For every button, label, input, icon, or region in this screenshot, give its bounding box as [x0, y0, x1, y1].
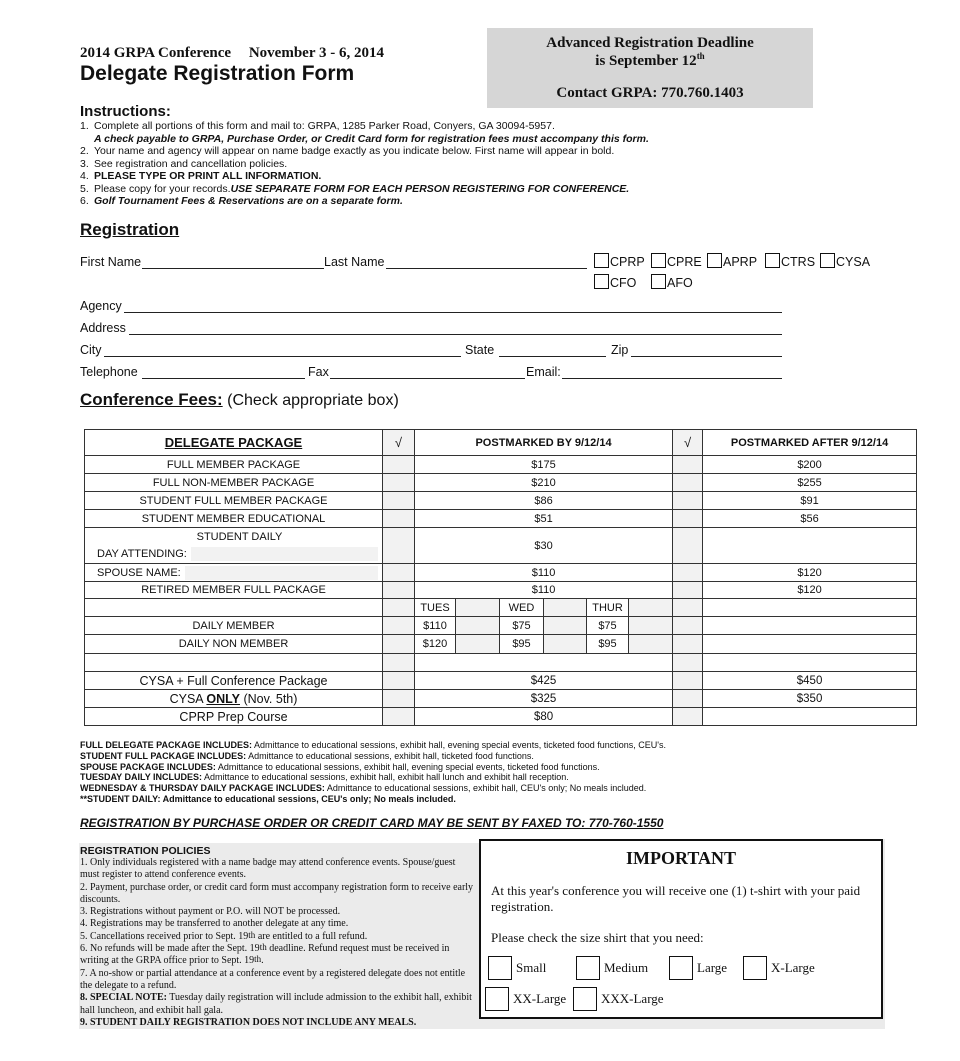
policy-item: 5. Cancellations received prior to Sept. 19th are entitled to a full refund.: [80, 929, 368, 942]
size-xxlarge-checkbox[interactable]: [485, 987, 509, 1011]
price-by: $86: [415, 492, 673, 510]
price-after: $255: [703, 474, 917, 492]
price-by: $175: [415, 456, 673, 474]
first-name-label: First Name: [80, 255, 142, 269]
check-box[interactable]: [456, 635, 500, 654]
size-xxxlarge-checkbox[interactable]: [573, 987, 597, 1011]
check-box[interactable]: [673, 672, 703, 690]
policy-item: 9. STUDENT DAILY REGISTRATION DOES NOT INCLUDE ANY MEALS.: [80, 1016, 417, 1028]
size-small-label: Small: [516, 960, 547, 975]
check-box[interactable]: [383, 510, 415, 528]
check-box[interactable]: [383, 528, 415, 564]
price-by: $110: [415, 582, 673, 599]
size-small-checkbox[interactable]: [488, 956, 512, 980]
include-line: TUESDAY DAILY INCLUDES: Admittance to educational sessions, exhibit hall, exhibit hall lunch and exhibit hall reception.: [80, 772, 569, 783]
instruction-item: 5. Please copy for your records. USE SEPARATE FORM FOR EACH PERSON REGISTERING FOR CONFERENCE.: [80, 182, 630, 195]
check-box[interactable]: [673, 456, 703, 474]
check-box[interactable]: [383, 492, 415, 510]
check-box[interactable]: [673, 510, 703, 528]
instructions-list: [80, 120, 649, 208]
zip-label: Zip: [611, 343, 629, 357]
fax-field[interactable]: [330, 378, 525, 379]
price-by: $51: [415, 510, 673, 528]
price-tues: $120: [415, 635, 456, 654]
include-line: **STUDENT DAILY: Admittance to educational sessions, CEU's only; No meals included.: [80, 793, 456, 804]
policy-item: 1. Only individuals registered with a name badge may attend conference events. Spouse/guest must register to attend conference events.: [80, 857, 456, 881]
fax-label: Fax: [308, 365, 329, 379]
package-name: DAILY NON MEMBER: [85, 635, 383, 654]
price-after: $450: [703, 672, 917, 690]
package-name: STUDENT FULL MEMBER PACKAGE: [85, 492, 383, 510]
registration-heading: Registration: [80, 220, 180, 239]
size-medium-label: Medium: [604, 960, 649, 975]
table-row: [85, 510, 917, 528]
check-box[interactable]: [383, 582, 415, 599]
day-attending-field[interactable]: [191, 547, 378, 561]
policy-item: 7. A no-show or partial attendance at a conference event by a registered delegate does not entitle the delegate to a refund.: [80, 967, 466, 991]
telephone-field[interactable]: [142, 378, 305, 379]
check-box[interactable]: [383, 456, 415, 474]
cysa-label: CYSA: [836, 255, 871, 269]
tshirt-instruction: Please check the size shirt that you need:: [491, 930, 704, 945]
table-row: [85, 617, 917, 635]
cfo-label: CFO: [610, 276, 637, 290]
email-field[interactable]: [562, 378, 782, 379]
table-row-spouse: [85, 564, 917, 582]
check-box[interactable]: [383, 474, 415, 492]
size-xxlarge-label: XX-Large: [513, 991, 567, 1006]
form-title: Delegate Registration Form: [80, 62, 355, 85]
price-after: $200: [703, 456, 917, 474]
policy-item: 3. Registrations without payment or P.O. will NOT be processed.: [80, 906, 341, 918]
table-row: [85, 635, 917, 654]
agency-label: Agency: [80, 299, 122, 313]
student-daily-cell: [85, 528, 383, 564]
check-box[interactable]: [673, 474, 703, 492]
state-label: State: [465, 343, 495, 357]
price-after: $91: [703, 492, 917, 510]
conference-name: 2014 GRPA Conference: [80, 45, 232, 61]
fees-heading: [80, 390, 399, 410]
tshirt-text: At this year's conference you will receive one (1) t-shirt with your paid registration.: [491, 883, 861, 914]
instructions-heading: Instructions:: [80, 103, 171, 120]
price-by: $325: [415, 690, 673, 708]
instruction-item: A check payable to GRPA, Purchase Order, or Credit Card form for registration fees must accompany this form.: [94, 132, 649, 145]
day-tues: TUES: [415, 599, 456, 617]
address-field[interactable]: [129, 334, 782, 335]
price-by: $80: [415, 708, 673, 726]
check-box[interactable]: [383, 564, 415, 582]
price-by: $30: [415, 528, 673, 564]
size-xxxlarge-label: XXX-Large: [601, 991, 664, 1006]
state-field[interactable]: [499, 356, 606, 357]
package-name: CPRP Prep Course: [85, 708, 383, 726]
policy-item: 6. No refunds will be made after the Sept. 19th deadline. Refund request must be received in writing at the GRPA office prior to Sept. 19th.: [80, 942, 450, 967]
spouse-cell: [85, 564, 383, 582]
cpre-label: CPRE: [667, 255, 702, 269]
last-name-label: Last Name: [324, 255, 385, 269]
check-box[interactable]: [544, 635, 587, 654]
table-row: [85, 672, 917, 690]
package-name: FULL NON-MEMBER PACKAGE: [85, 474, 383, 492]
check-box[interactable]: [673, 690, 703, 708]
package-name: CYSA + Full Conference Package: [85, 672, 383, 690]
afo-label: AFO: [667, 276, 693, 290]
day-attending-label: DAY ATTENDING:: [97, 547, 187, 560]
include-line: FULL DELEGATE PACKAGE INCLUDES: Admittance to educational sessions, exhibit hall, evening special events, ticketed food functions, CEU's.: [80, 740, 666, 750]
policies-list: [80, 857, 475, 1029]
instruction-item: 4. PLEASE TYPE OR PRINT ALL INFORMATION.: [80, 170, 322, 182]
col-check: √: [383, 430, 415, 456]
cfo-checkbox[interactable]: [594, 274, 609, 289]
col-check: √: [673, 430, 703, 456]
size-xlarge-label: X-Large: [771, 960, 815, 975]
price-tues: $110: [415, 617, 456, 635]
instruction-item: 1. Complete all portions of this form and mail to: GRPA, 1285 Parker Road, Conyers, GA 30094-5957.: [80, 120, 555, 132]
col-postmarked-after: POSTMARKED AFTER 9/12/14: [703, 430, 917, 456]
price-by: $425: [415, 672, 673, 690]
price-after: $120: [703, 564, 917, 582]
include-line: SPOUSE PACKAGE INCLUDES: Admittance to educational sessions, exhibit hall, evening special events, ticketed food functions.: [80, 761, 600, 772]
fees-note: (Check appropriate box): [227, 392, 399, 409]
day-wed: WED: [500, 599, 544, 617]
policies-heading: REGISTRATION POLICIES: [80, 845, 211, 857]
zip-field[interactable]: [631, 356, 782, 357]
city-label: City: [80, 343, 102, 357]
conference-title: [80, 45, 384, 62]
package-name: STUDENT MEMBER EDUCATIONAL: [85, 510, 383, 528]
check-box[interactable]: [456, 617, 500, 635]
check-box[interactable]: [629, 617, 673, 635]
size-xlarge-checkbox[interactable]: [743, 956, 767, 980]
include-line: WEDNESDAY & THURSDAY DAILY PACKAGE INCLUDES: Admittance to educational sessions, exhibit hall, CEU's only; No meals included.: [80, 783, 647, 794]
cpre-checkbox[interactable]: [651, 253, 666, 268]
afo-checkbox[interactable]: [651, 274, 666, 289]
city-field[interactable]: [104, 356, 461, 357]
col-package: DELEGATE PACKAGE: [85, 430, 383, 456]
table-row: [85, 474, 917, 492]
table-row: [85, 708, 917, 726]
include-line: STUDENT FULL PACKAGE INCLUDES: Admittance to educational sessions, exhibit hall, ticketed food functions.: [80, 750, 534, 761]
last-name-field[interactable]: [386, 268, 587, 269]
instruction-item: 6. Golf Tournament Fees & Reservations are on a separate form.: [80, 195, 403, 207]
email-label: Email:: [526, 365, 561, 379]
day-thur: THUR: [587, 599, 629, 617]
agency-field[interactable]: [124, 312, 782, 313]
telephone-label: Telephone: [80, 365, 138, 379]
ctrs-checkbox[interactable]: [765, 253, 780, 268]
policy-item: 2. Payment, purchase order, or credit card form must accompany registration form to receive early discounts.: [80, 881, 474, 905]
aprp-label: APRP: [723, 255, 758, 269]
table-row: [85, 582, 917, 599]
table-header: [85, 430, 917, 456]
package-name: CYSA ONLY (Nov. 5th): [85, 690, 383, 708]
price-thur: $95: [587, 635, 629, 654]
table-row: [85, 690, 917, 708]
fees-table: [84, 429, 917, 726]
deadline-line2: is September 12th: [595, 51, 705, 69]
check-box[interactable]: [673, 492, 703, 510]
spouse-name-field[interactable]: [185, 566, 378, 580]
size-large-checkbox[interactable]: [669, 956, 693, 980]
package-name: DAILY MEMBER: [85, 617, 383, 635]
check-box[interactable]: [383, 708, 415, 726]
price-thur: $75: [587, 617, 629, 635]
student-daily-label: STUDENT DAILY: [196, 530, 283, 543]
instruction-item: 2. Your name and agency will appear on name badge exactly as you indicate below. First name will appear in bold.: [80, 145, 615, 157]
contact-phone: Contact GRPA: 770.760.1403: [556, 85, 744, 101]
fees-title: Conference Fees:: [80, 390, 223, 409]
deadline-line1: Advanced Registration Deadline: [546, 35, 754, 51]
cysa-checkbox[interactable]: [820, 253, 835, 268]
price-after: $350: [703, 690, 917, 708]
package-includes: [80, 740, 666, 805]
check-box[interactable]: [383, 690, 415, 708]
table-row-student-daily: [85, 528, 917, 564]
price-wed: $75: [500, 617, 544, 635]
price-by: $210: [415, 474, 673, 492]
table-row-days: [85, 599, 917, 617]
check-box[interactable]: [383, 672, 415, 690]
first-name-field[interactable]: [142, 268, 324, 269]
check-box[interactable]: [673, 564, 703, 582]
price-after: $120: [703, 582, 917, 599]
check-box[interactable]: [629, 635, 673, 654]
address-label: Address: [80, 321, 126, 335]
package-name: RETIRED MEMBER FULL PACKAGE: [85, 582, 383, 599]
size-medium-checkbox[interactable]: [576, 956, 600, 980]
instruction-item: 3. See registration and cancellation policies.: [80, 157, 288, 170]
price-after: $56: [703, 510, 917, 528]
table-row: [85, 492, 917, 510]
aprp-checkbox[interactable]: [707, 253, 722, 268]
cprp-checkbox[interactable]: [594, 253, 609, 268]
table-row: [85, 456, 917, 474]
policy-item: 4. Registrations may be transferred to another delegate at any time.: [80, 918, 349, 930]
fax-note: REGISTRATION BY PURCHASE ORDER OR CREDIT CARD MAY BE SENT BY FAXED TO: 770-760-1550: [80, 816, 664, 830]
ctrs-label: CTRS: [781, 255, 816, 269]
size-large-label: Large: [697, 960, 728, 975]
price-by: $110: [415, 564, 673, 582]
check-box[interactable]: [544, 617, 587, 635]
cprp-label: CPRP: [610, 255, 645, 269]
price-wed: $95: [500, 635, 544, 654]
col-postmarked-by: POSTMARKED BY 9/12/14: [415, 430, 673, 456]
package-name: FULL MEMBER PACKAGE: [85, 456, 383, 474]
check-box[interactable]: [673, 582, 703, 599]
table-row-empty: [85, 654, 917, 672]
deadline-box: [487, 28, 813, 108]
policy-item: 8. SPECIAL NOTE: Tuesday daily registration will include admission to the exhibit hall, exhibit hall luncheon, and exhibit hall gala.: [80, 992, 472, 1016]
spouse-name-label: SPOUSE NAME:: [97, 566, 181, 579]
important-heading: IMPORTANT: [625, 848, 737, 868]
conference-dates: November 3 - 6, 2014: [248, 45, 384, 61]
